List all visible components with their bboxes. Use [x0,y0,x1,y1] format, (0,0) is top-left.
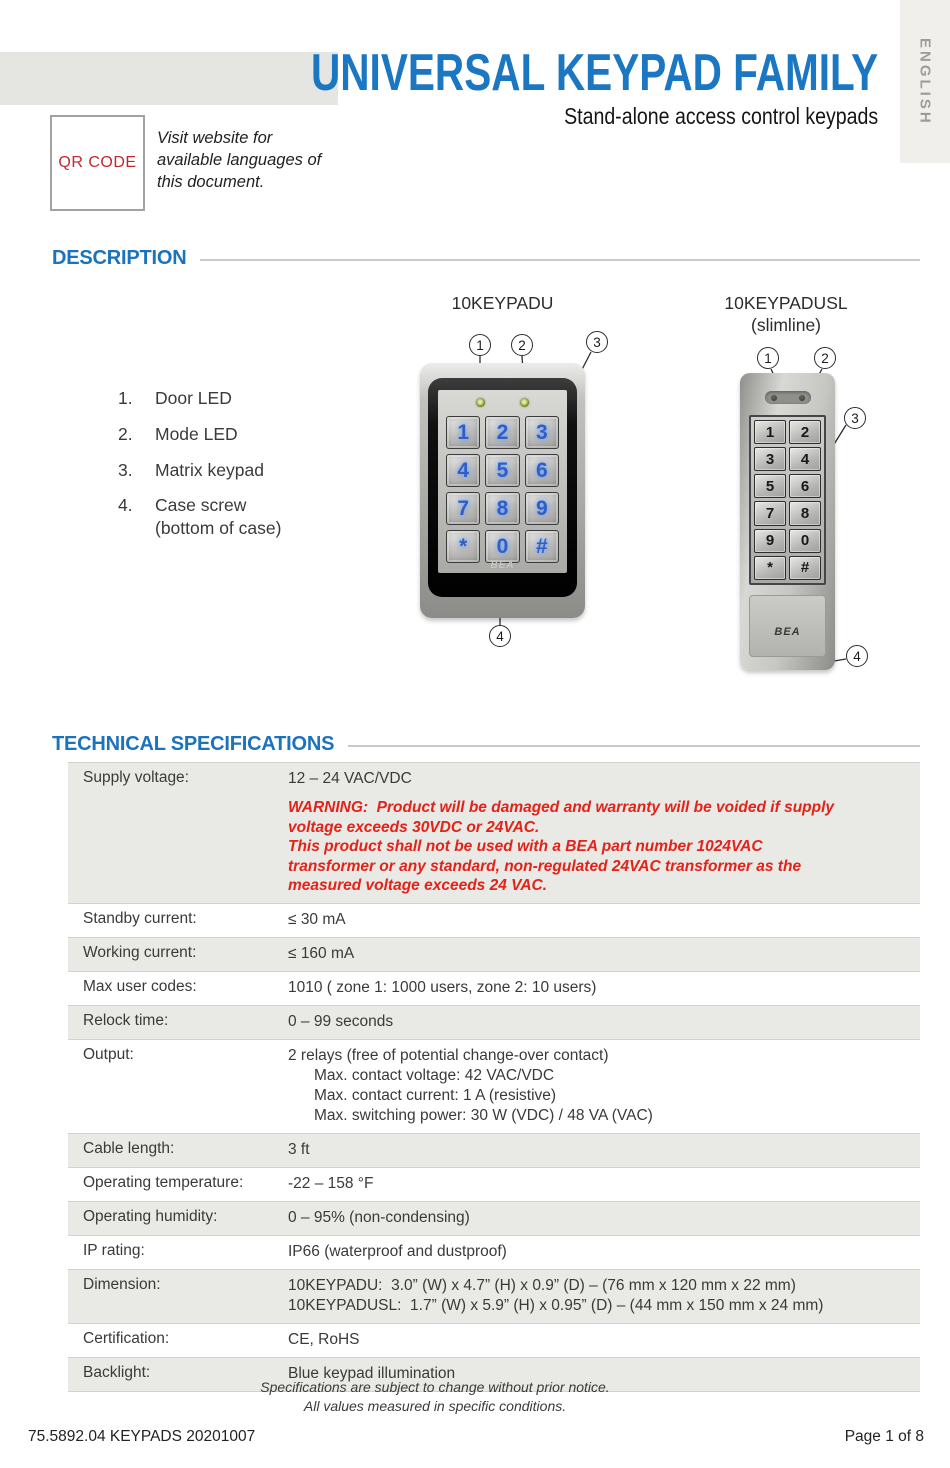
spec-value [288,1208,920,1228]
keypad-sl-leds [765,391,811,404]
spec-value-line: IP66 (waterproof and dustproof) [288,1242,507,1260]
spec-value [288,978,920,998]
spec-value [288,1276,920,1316]
spec-row [68,1168,920,1202]
spec-value [288,1140,920,1160]
keypad-key: 3 [754,447,786,471]
spec-label: Working current: [83,943,197,961]
page-title: UNIVERSAL KEYPAD FAMILY [310,44,878,102]
spec-label: Certification: [83,1329,170,1347]
keypad-u-matrix [438,407,567,563]
keypad-key: 0 [485,530,519,563]
mode-led-indicator [799,395,805,401]
spec-label: Operating temperature: [83,1173,244,1191]
language-tab-label: ENGLISH [916,37,934,126]
item-number: 1. [118,388,133,408]
description-section-heading [52,247,920,270]
keypad-u-panel [438,390,567,573]
spec-row [68,763,920,904]
spec-value [288,1330,920,1350]
spec-value-subline: Max. switching power: 30 W (VDC) / 48 VA (VAC) [314,1106,653,1124]
warning-paragraph: This product shall not be used with a BEA part number 1024VAC transformer or any standard, non-regulated 24VAC transformer as the measured voltage exceeds 24 VAC. [288,838,806,895]
keypad-key: 2 [485,416,519,449]
keypad-key: 1 [754,420,786,444]
callout-marker: 1 [757,347,779,369]
keypad-key: 0 [789,529,821,553]
keypad-key: 5 [485,454,519,487]
spec-value [288,910,920,930]
language-tab [900,0,950,163]
footer-doc-reference: 75.5892.04 KEYPADS 20201007 [28,1428,256,1445]
spec-warning-text [288,798,839,896]
spec-value-line: 1010 ( zone 1: 1000 users, zone 2: 10 users) [288,978,597,996]
keypad-key: 9 [525,492,559,525]
door-led-indicator [771,395,777,401]
description-figures [0,285,950,721]
spec-label: Cable length: [83,1139,175,1157]
spec-row [68,1006,920,1040]
keypad-sl-name: 10KEYPADUSL [724,293,848,313]
spec-row [68,904,920,938]
spec-label: Output: [83,1045,134,1063]
specs-section-heading [52,733,920,756]
spec-row [68,1202,920,1236]
keypad-key: 9 [754,529,786,553]
spec-row [68,938,920,972]
callout-marker: 1 [469,334,491,356]
spec-label: Standby current: [83,909,197,927]
footer-page-number: Page 1 of 8 [844,1428,924,1445]
callout-marker: 4 [489,625,511,647]
spec-label: Dimension: [83,1275,161,1293]
keypad-u-bezel [428,378,577,597]
list-item [118,459,281,482]
title-block [151,46,878,130]
keypad-key: * [446,530,480,563]
spec-value-line: 0 – 99 seconds [288,1012,394,1030]
keypad-u-leds [438,390,567,407]
brand-logo: BEA [774,626,801,638]
warning-paragraph: WARNING: Product will be damaged and warranty will be voided if supply voltage exceeds 30VDC or 24VAC. [288,799,839,836]
spec-value-line: ≤ 160 mA [288,944,355,962]
item-label: Case screw (bottom of case) [155,495,282,538]
description-heading-label: DESCRIPTION [52,247,187,269]
spec-value-line: 0 – 95% (non-condensing) [288,1208,470,1226]
callout-marker: 2 [511,334,533,356]
item-number: 3. [118,459,133,480]
spec-value [288,1174,920,1194]
spec-value-subline: Max. contact current: 1 A (resistive) [314,1086,557,1104]
qr-code-label: QR CODE [58,154,137,171]
spec-row [68,1236,920,1270]
keypad-key: 2 [789,420,821,444]
keypad-key: 3 [525,416,559,449]
keypad-key: 8 [789,501,821,525]
spec-row [68,1324,920,1358]
keypad-u-name: 10KEYPADU [451,293,554,313]
callout-marker: 2 [814,347,836,369]
spec-value-line: 12 – 24 VAC/VDC [288,770,412,787]
keypad-sl-device [740,373,835,670]
callout-marker: 4 [846,645,868,667]
keypad-key: # [525,530,559,563]
spec-value-line: -22 – 158 °F [288,1174,374,1192]
keypad-key: 6 [789,474,821,498]
spec-value-line: 3 ft [288,1140,310,1158]
spec-label: Max user codes: [83,977,197,995]
heading-rule [348,745,920,747]
spec-label: Operating humidity: [83,1207,218,1225]
spec-label: IP rating: [83,1241,145,1259]
list-item [118,494,281,540]
spec-value-line: 2 relays (free of potential change-over contact) [288,1046,609,1064]
keypad-u-device [420,363,585,618]
footnote [0,1378,870,1416]
description-list [118,387,281,553]
spec-value [288,769,920,896]
heading-rule [200,259,920,261]
keypad-key: 4 [789,447,821,471]
keypad-key: # [789,556,821,580]
spec-value-subline: Max. contact voltage: 42 VAC/VDC [314,1066,555,1084]
spec-value-line: Blue keypad illumination [288,1364,456,1382]
footnote-line: All values measured in specific conditions. [303,1397,567,1414]
spec-row [68,1134,920,1168]
keypad-key: 6 [525,454,559,487]
page-footer [28,1428,924,1446]
keypad-key: * [754,556,786,580]
spec-value [288,944,920,964]
list-item [118,387,281,410]
spec-value-line: 10KEYPADUSL: 1.7” (W) x 5.9” (H) x 0.95” (D) – (44 mm x 150 mm x 24 mm) [288,1296,824,1314]
spec-value [288,1242,920,1262]
keypad-sl-variant: (slimline) [751,315,821,335]
spec-label: Relock time: [83,1011,169,1029]
keypad-key: 1 [446,416,480,449]
footnote-line: Specifications are subject to change without prior notice. [260,1379,610,1395]
door-led-indicator [476,398,485,407]
spec-value [288,1012,920,1032]
spec-value-line: ≤ 30 mA [288,910,346,928]
list-item [118,423,281,446]
mode-led-indicator [520,398,529,407]
specs-table [68,762,920,1392]
spec-row [68,1270,920,1324]
spec-label: Backlight: [83,1363,151,1381]
spec-value-line: 10KEYPADU: 3.0” (W) x 4.7” (H) x 0.9” (D) – (76 mm x 120 mm x 22 mm) [288,1276,796,1294]
qr-note-text: Visit website for available languages of this document. [157,129,322,191]
item-label: Mode LED [155,423,238,444]
keypad-key: 7 [446,492,480,525]
spec-value-line: CE, RoHS [288,1330,360,1348]
spec-row [68,1040,920,1134]
keypad-sl-lower-panel [749,595,826,657]
keypad-key: 8 [485,492,519,525]
brand-logo: BEA [490,560,515,571]
spec-row [68,972,920,1006]
spec-value [288,1046,920,1126]
spec-label: Supply voltage: [83,769,189,786]
keypad-key: 4 [446,454,480,487]
callout-marker: 3 [844,407,866,429]
qr-code-placeholder [50,115,145,211]
item-number: 2. [118,423,133,444]
keypad-key: 7 [754,501,786,525]
specs-heading-label: TECHNICAL SPECIFICATIONS [52,733,335,755]
callout-marker: 3 [586,331,608,353]
item-label: Door LED [155,388,232,408]
keypad-sl-matrix [749,415,826,585]
keypad-key: 5 [754,474,786,498]
page-subtitle: Stand-alone access control keypads [563,102,878,129]
item-label: Matrix keypad [155,459,264,480]
item-number: 4. [118,495,133,516]
